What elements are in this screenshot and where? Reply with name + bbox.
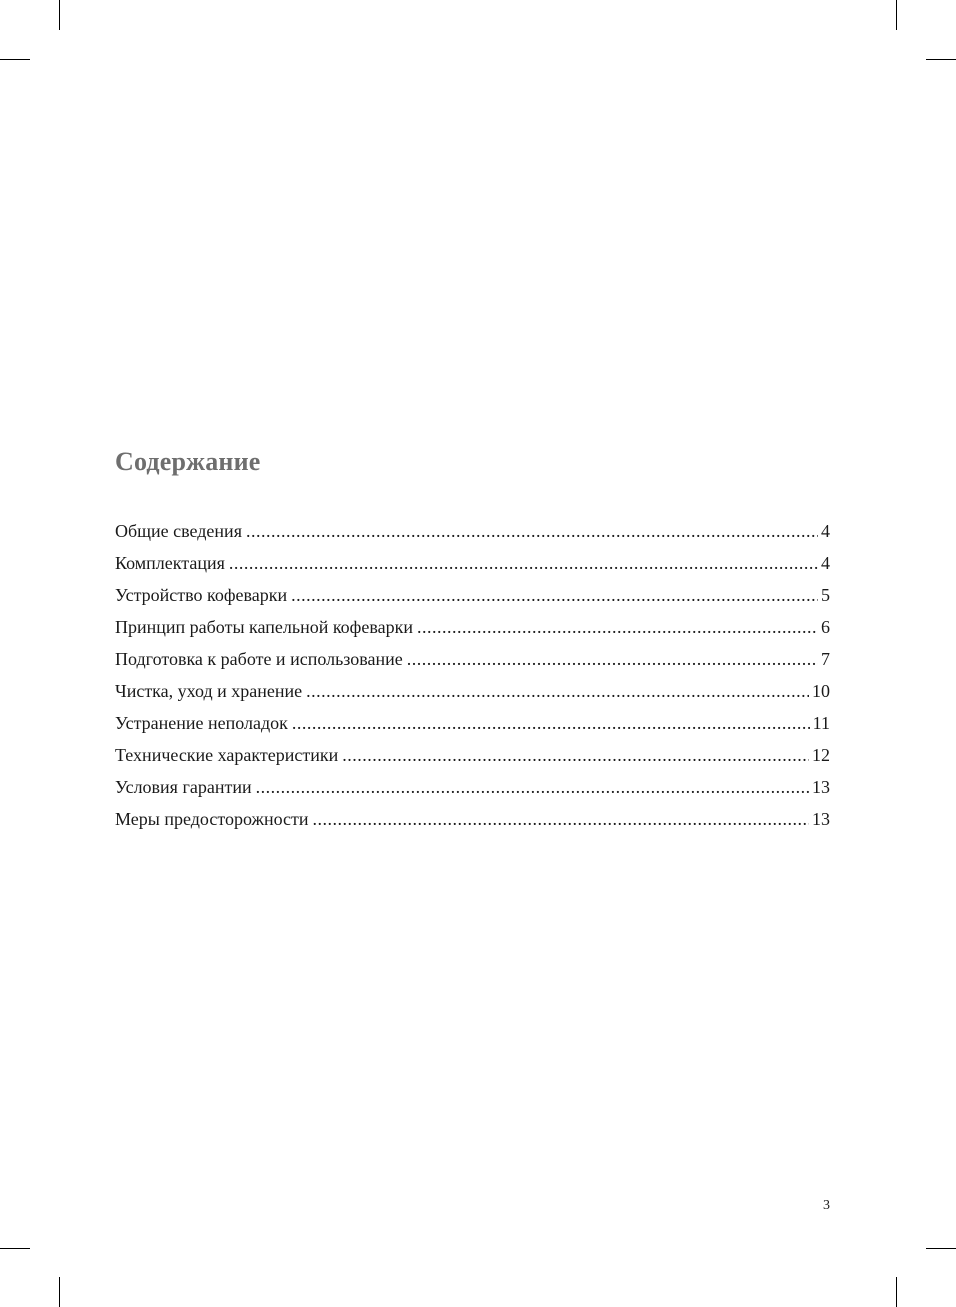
toc-list bbox=[115, 517, 830, 837]
toc-entry[interactable] bbox=[115, 709, 830, 741]
toc-entry-page: 13 bbox=[812, 777, 830, 797]
toc-entry-label: Принцип работы капельной кофеварки bbox=[115, 617, 413, 637]
toc-entry-label: Чистка, уход и хранение bbox=[115, 681, 303, 701]
toc-entry-label: Устранение неполадок bbox=[115, 713, 288, 733]
crop-mark-top-right-horizontal bbox=[926, 59, 956, 60]
toc-dot-leader bbox=[246, 517, 818, 545]
crop-mark-top-right-vertical bbox=[896, 0, 897, 30]
crop-mark-bottom-left-vertical bbox=[59, 1277, 60, 1307]
toc-title: Содержание bbox=[115, 447, 261, 476]
crop-mark-top-left-horizontal bbox=[0, 59, 30, 60]
toc-entry-page: 13 bbox=[812, 809, 830, 829]
toc-entry-page: 7 bbox=[821, 649, 830, 669]
crop-mark-bottom-right-horizontal bbox=[926, 1248, 956, 1249]
toc-entry-page: 11 bbox=[812, 713, 830, 733]
toc-entry[interactable] bbox=[115, 645, 830, 677]
toc-entry[interactable] bbox=[115, 773, 830, 805]
toc-entry-page: 4 bbox=[821, 521, 830, 541]
toc-entry[interactable] bbox=[115, 741, 830, 773]
toc-dot-leader bbox=[256, 773, 809, 801]
toc-entry[interactable] bbox=[115, 613, 830, 645]
toc-entry-label: Комплектация bbox=[115, 553, 225, 573]
toc-dot-leader bbox=[306, 677, 809, 705]
toc-entry[interactable] bbox=[115, 805, 830, 837]
toc-entry-label: Меры предосторожности bbox=[115, 809, 309, 829]
toc-entry-label: Технические характеристики bbox=[115, 745, 339, 765]
toc-dot-leader bbox=[291, 581, 818, 609]
crop-mark-top-left-vertical bbox=[59, 0, 60, 30]
toc-dot-leader bbox=[313, 805, 809, 833]
toc-dot-leader bbox=[292, 709, 810, 737]
toc-entry-page: 5 bbox=[821, 585, 830, 605]
toc-entry[interactable] bbox=[115, 517, 830, 549]
toc-entry[interactable] bbox=[115, 581, 830, 613]
page-number: 3 bbox=[823, 1198, 830, 1213]
toc-entry-page: 4 bbox=[821, 553, 830, 573]
crop-mark-bottom-left-horizontal bbox=[0, 1248, 30, 1249]
toc-entry-label: Устройство кофеварки bbox=[115, 585, 288, 605]
toc-dot-leader bbox=[342, 741, 809, 769]
toc-entry-label: Подготовка к работе и использование bbox=[115, 649, 403, 669]
toc-entry-page: 10 bbox=[812, 681, 830, 701]
toc-entry-page: 12 bbox=[812, 745, 830, 765]
toc-entry[interactable] bbox=[115, 549, 830, 581]
toc-entry-label: Общие сведения bbox=[115, 521, 242, 541]
toc-entry-page: 6 bbox=[821, 617, 830, 637]
crop-mark-bottom-right-vertical bbox=[896, 1277, 897, 1307]
toc-entry[interactable] bbox=[115, 677, 830, 709]
toc-dot-leader bbox=[407, 645, 818, 673]
toc-dot-leader bbox=[229, 549, 818, 577]
toc-entry-label: Условия гарантии bbox=[115, 777, 252, 797]
toc-dot-leader bbox=[417, 613, 818, 641]
